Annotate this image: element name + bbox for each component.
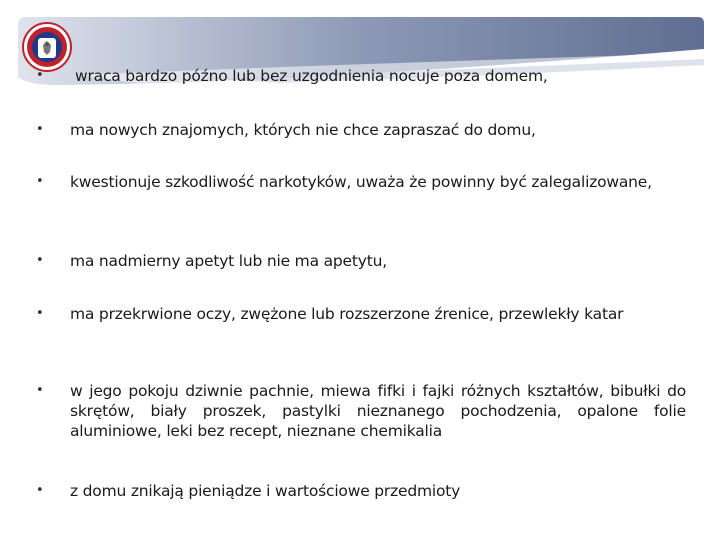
list-item-text: kwestionuje szkodliwość narkotyków, uważa że powinny być zalegalizowane, <box>70 173 652 191</box>
bullet-dot: • <box>36 122 44 137</box>
bullet-dot: • <box>36 483 44 498</box>
bullet-dot: • <box>36 383 44 398</box>
list-item <box>36 304 686 324</box>
bullet-dot: • <box>36 306 44 321</box>
list-item-text: z domu znikają pieniądze i wartościowe przedmioty <box>70 482 461 500</box>
list-item <box>36 172 686 192</box>
list-item <box>36 381 686 441</box>
list-item <box>36 481 686 501</box>
list-item-text: ma nowych znajomych, których nie chce zapraszać do domu, <box>70 121 536 139</box>
bullet-dot: • <box>36 253 44 268</box>
list-item-text: ma nadmierny apetyt lub nie ma apetytu, <box>70 252 387 270</box>
list-item-text: ma przekrwione oczy, zwężone lub rozszerzone źrenice, przewlekły katar <box>70 305 624 323</box>
list-item <box>36 120 686 140</box>
list-item-text: w jego pokoju dziwnie pachnie, miewa fifki i fajki różnych kształtów, bibułki do skrętów, biały proszek, pastylki nieznanego pochodzenia, opalone folie aluminiowe, leki bez recept, nieznane chemikalia <box>70 382 686 440</box>
bullet-dot: • <box>36 174 44 189</box>
list-item-text: wraca bardzo późno lub bez uzgodnienia nocuje poza domem, <box>75 67 548 85</box>
list-item <box>36 66 686 86</box>
list-item <box>36 251 686 271</box>
bullet-dot: • <box>36 68 44 83</box>
